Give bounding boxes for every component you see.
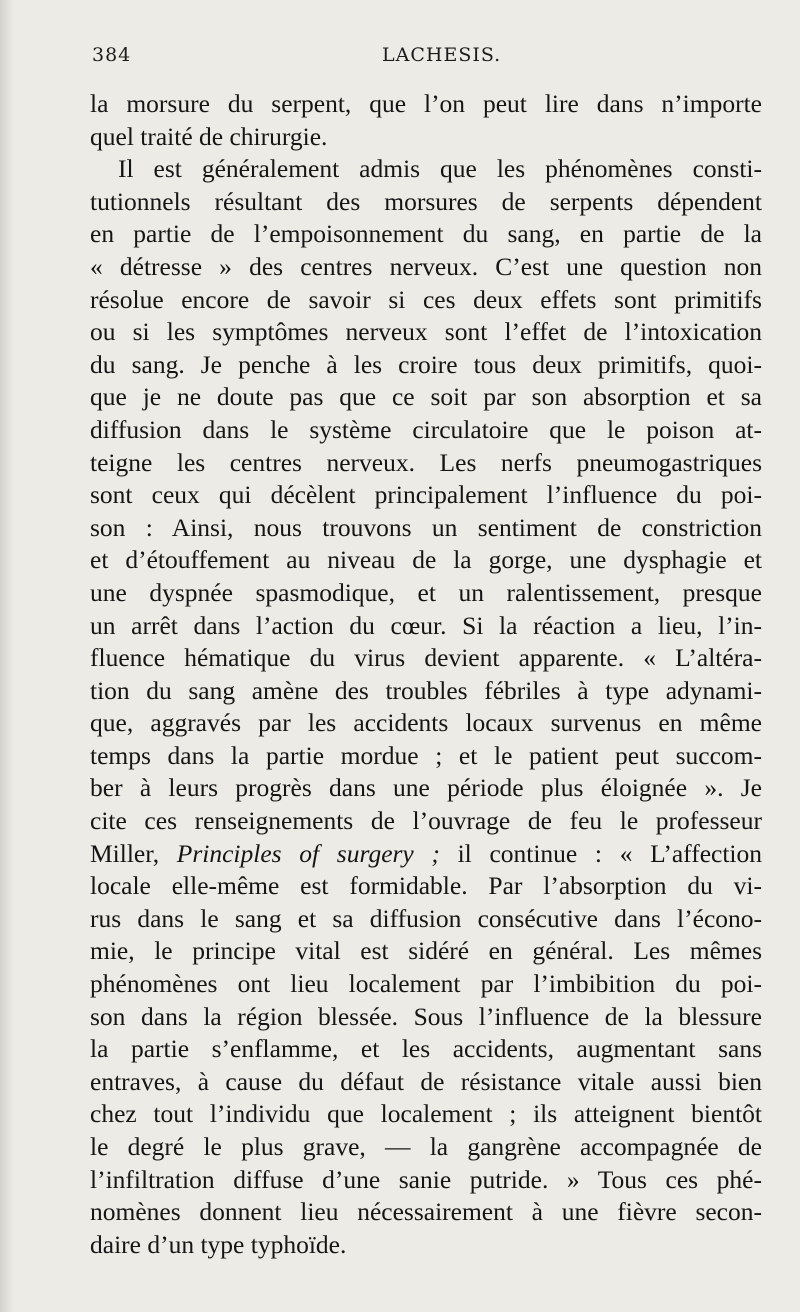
body-text [90, 88, 762, 1261]
page-number: 384 [92, 44, 132, 66]
text-segment: il continue : « L’affection [439, 838, 762, 868]
text-line: phénomènes ont lieu localement par l’imbibition du poi- [90, 969, 762, 999]
text-line: daire d’un type typhoïde. [90, 1229, 347, 1259]
text-line: entraves, à cause du défaut de résistance vitale aussi bien [90, 1066, 762, 1096]
text-line: que je ne doute pas que ce soit par son absorption et sa [90, 382, 762, 412]
text-line [90, 838, 762, 871]
text-line: fluence hématique du virus devient apparente. « L’altéra- [90, 643, 762, 673]
text-line: le degré le plus grave, — la gangrène accompagnée de [90, 1132, 762, 1161]
running-head [92, 44, 778, 76]
text-line: l’infiltration diffuse d’une sanie putride. » Tous ces phé- [90, 1164, 762, 1194]
text-segment: Miller, [90, 838, 177, 868]
text-line: la partie s’enflamme, et les accidents, augmentant sans [90, 1034, 762, 1064]
text-line: résolue encore de savoir si ces deux effets sont primitifs [90, 284, 762, 314]
text-line: « détresse » des centres nerveux. C’est une question non [90, 251, 762, 281]
text-line: ou si les symptômes nerveux sont l’effet de l’intoxication [90, 317, 762, 347]
text-line: rus dans le sang et sa diffusion consécutive dans l’écono- [90, 903, 762, 933]
book-title-italic: Principles of surgery ; [176, 838, 440, 868]
text-line: et d’étouffement au niveau de la gorge, une dysphagie et [90, 545, 762, 575]
text-line: chez tout l’individu que localement ; ils atteignent bientôt [90, 1099, 762, 1129]
text-line: nomènes donnent lieu nécessairement à une fièvre secon- [90, 1197, 762, 1227]
text-line: ber à leurs progrès dans une période plus éloignée ». Je [90, 773, 762, 803]
text-line: temps dans la partie mordue ; et le patient peut succom- [90, 740, 762, 770]
text-line: Il est généralement admis que les phénomènes consti- [118, 154, 762, 184]
text-line: son dans la région blessée. Sous l’influence de la blessure [90, 1001, 762, 1031]
text-line: que, aggravés par les accidents locaux survenus en même [90, 708, 762, 738]
text-line: teigne les centres nerveux. Les nerfs pneumogastriques [90, 447, 762, 477]
text-line: locale elle-même est formidable. Par l’absorption du vi- [90, 871, 762, 901]
text-line: mie, le principe vital est sidéré en général. Les mêmes [90, 936, 762, 966]
text-line: son : Ainsi, nous trouvons un sentiment de constriction [90, 512, 762, 542]
text-line: quel traité de chirurgie. [90, 121, 328, 151]
text-line: la morsure du serpent, que l’on peut lire dans n’importe [90, 89, 762, 118]
text-line: diffusion dans le système circulatoire que le poison at- [90, 414, 762, 444]
text-line: du sang. Je penche à les croire tous deux primitifs, quoi- [90, 349, 762, 379]
running-title: LACHESIS. [382, 44, 502, 66]
text-line: une dyspnée spasmodique, et un ralentissement, presque [90, 577, 762, 607]
text-line: cite ces renseignements de l’ouvrage de feu le professeur [90, 806, 762, 836]
text-line: en partie de l’empoisonnement du sang, en partie de la [90, 219, 762, 249]
text-line: tion du sang amène des troubles fébriles à type adynami- [90, 675, 762, 705]
text-line: un arrêt dans l’action du cœur. Si la réaction a lieu, l’in- [90, 610, 762, 640]
text-line: tutionnels résultant des morsures de serpents dépendent [90, 186, 762, 216]
text-line: sont ceux qui décèlent principalement l’influence du poi- [90, 480, 762, 510]
page-edge-shadow [0, 0, 14, 1312]
